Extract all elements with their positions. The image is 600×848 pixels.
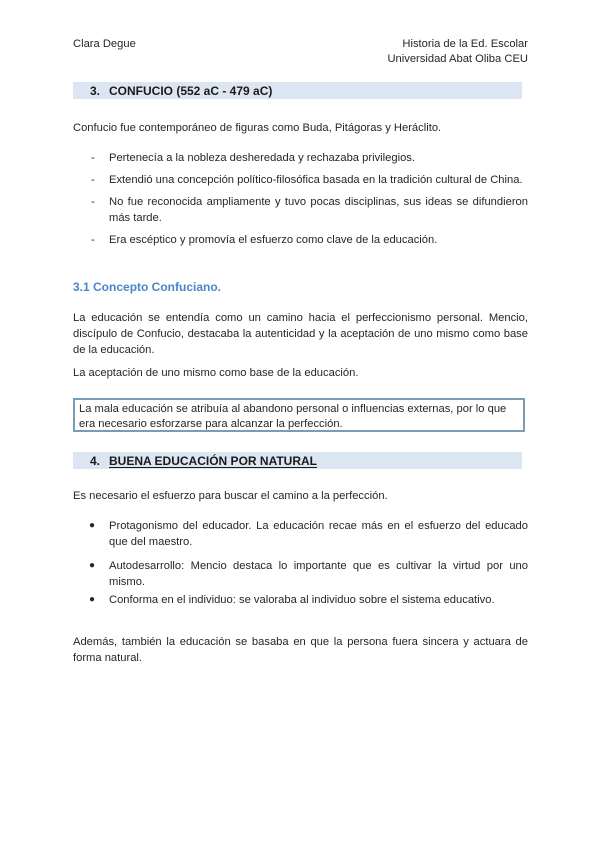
section-4-list bbox=[73, 518, 528, 608]
subsection-3-1-heading: 3.1 Concepto Confuciano. bbox=[73, 280, 222, 294]
header-university: Universidad Abat Oliba CEU bbox=[387, 53, 528, 65]
callout-text: La mala educación se atribuía al abandono personal o influencias externas, por lo que era necesario esforzarse para alcanzar la perfección. bbox=[79, 403, 507, 430]
section-4-number: 4. bbox=[90, 454, 101, 468]
dash-marker: - bbox=[91, 174, 95, 186]
bullet-marker: ● bbox=[89, 520, 96, 531]
callout-box bbox=[73, 398, 525, 432]
header-course: Historia de la Ed. Escolar bbox=[402, 38, 528, 50]
header-author: Clara Degue bbox=[73, 38, 136, 50]
list-item: - Pertenecía a la nobleza desheredada y rechazaba privilegios. bbox=[91, 152, 415, 164]
section-4-title: BUENA EDUCACIÓN POR NATURAL bbox=[109, 454, 317, 468]
dash-marker: - bbox=[91, 152, 95, 164]
section-3-heading bbox=[73, 82, 522, 99]
list-item: - No fue reconocida ampliamente y tuvo pocas disciplinas, sus ideas se difundieron más tarde. bbox=[91, 196, 528, 224]
list-item: ● Conforma en el individuo: se valoraba al individuo sobre el sistema educativo. bbox=[89, 594, 495, 606]
section-3-list bbox=[73, 150, 528, 254]
section-4-closing: Además, también la educación se basaba en que la persona fuera sincera y actuara de forma natural. bbox=[73, 636, 528, 664]
section-4-intro: Es necesario el esfuerzo para buscar el camino a la perfección. bbox=[73, 490, 388, 502]
dash-marker: - bbox=[91, 234, 95, 246]
list-item: ● Autodesarrollo: Mencio destaca lo importante que es cultivar la virtud por uno mismo. bbox=[89, 560, 528, 588]
list-item: - Era escéptico y promovía el esfuerzo como clave de la educación. bbox=[91, 234, 438, 246]
section-3-number: 3. bbox=[90, 84, 101, 98]
section-4-heading bbox=[73, 452, 522, 469]
list-item: ● Protagonismo del educador. La educación recae más en el esfuerzo del educado que del maestro. bbox=[89, 520, 528, 548]
list-item: - Extendió una concepción político-filosófica basada en la tradición cultural de China. bbox=[91, 174, 523, 186]
bullet-marker: ● bbox=[89, 560, 96, 571]
bullet-marker: ● bbox=[89, 594, 96, 605]
subsection-3-1-paragraph-2: La aceptación de uno mismo como base de la educación. bbox=[73, 367, 359, 379]
subsection-3-1-paragraph-1: La educación se entendía como un camino hacia el perfeccionismo personal. Mencio, discípulo de Confucio, destacaba la autenticidad y la aceptación de uno mismo como base de la educación. bbox=[73, 312, 528, 356]
dash-marker: - bbox=[91, 196, 95, 208]
header-right bbox=[387, 37, 528, 67]
section-3-intro: Confucio fue contemporáneo de figuras como Buda, Pitágoras y Heráclito. bbox=[73, 122, 442, 134]
section-3-title: CONFUCIO (552 aC - 479 aC) bbox=[109, 84, 273, 98]
